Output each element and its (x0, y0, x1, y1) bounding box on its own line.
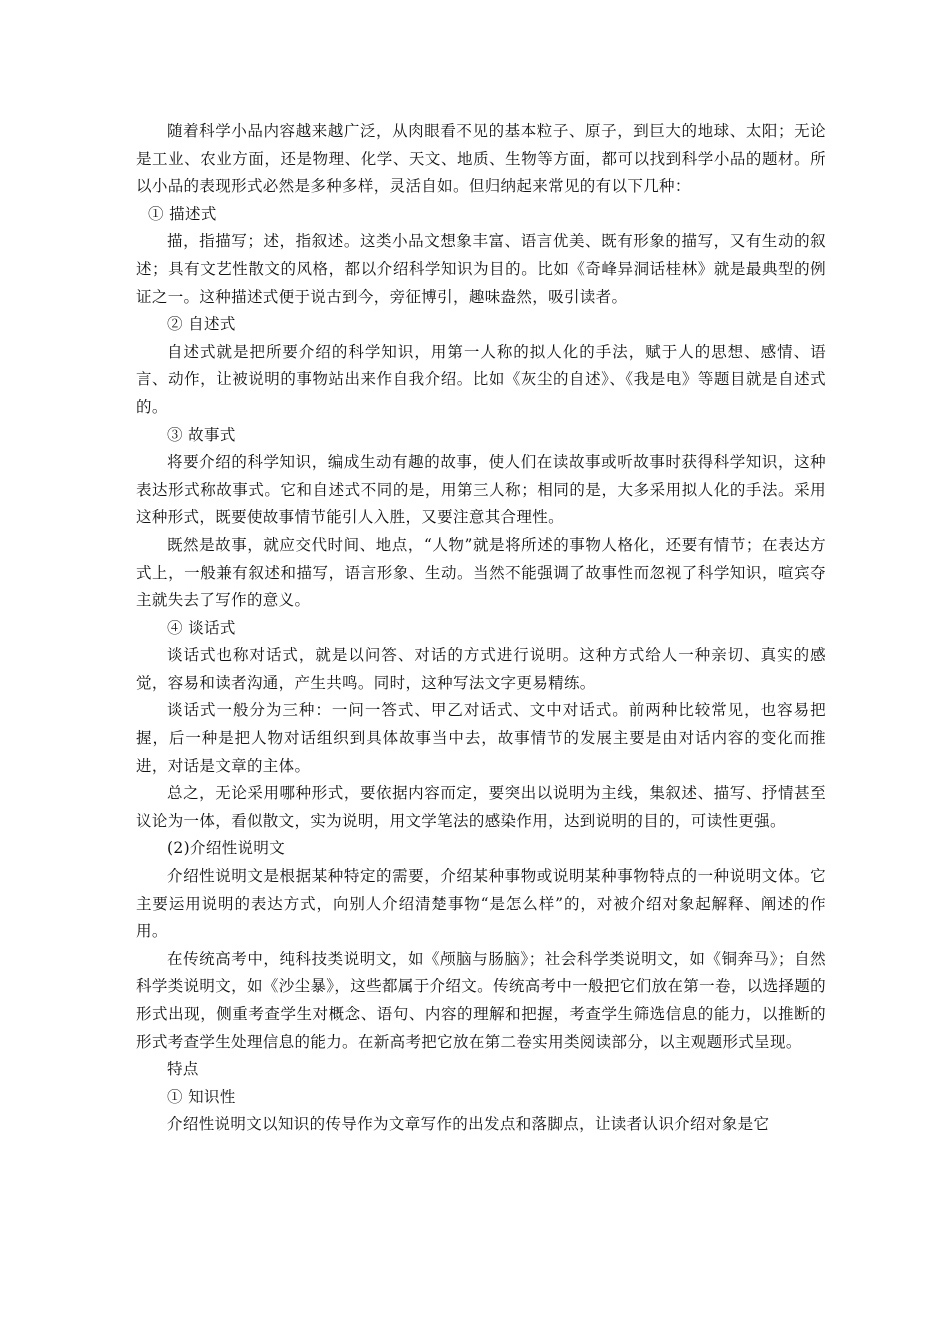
heading-expository-text: (2)介绍性说明文 (167, 839, 286, 858)
heading-story-style: ③ 故事式 (167, 425, 236, 444)
intro-paragraph: 随着科学小品内容越来越广泛，从肉眼看不见的基本粒子、原子，到巨大的地球、太阳；无论是工业、农业方面，还是物理、化学、天文、地质、生物等方面，都可以找到科学小品的题材。所以小品的表现形式必然是多种多样，灵活自如。但归纳起来常见的有以下几种： (136, 122, 826, 196)
heading-descriptive-style: ① 描述式 (148, 204, 217, 223)
story-style-paragraph-1: 将要介绍的科学知识，编成生动有趣的故事，使人们在读故事或听故事时获得科学知识，这种表达形式称故事式。它和自述式不同的是，用第三人称；相同的是，大多采用拟人化的手法。采用这种形式，既要使故事情节能引人入胜，又要注意其合理性。 (136, 453, 826, 527)
heading-knowledge: ① 知识性 (167, 1087, 236, 1106)
heading-dialogue-style: ④ 谈话式 (167, 618, 236, 637)
story-style-paragraph-2: 既然是故事，就应交代时间、地点，“人物”就是将所述的事物人格化，还要有情节；在表达方式上，一般兼有叙述和描写，语言形象、生动。当然不能强调了故事性而忽视了科学知识，喧宾夺主就失去了写作的意义。 (136, 535, 826, 610)
descriptive-style-paragraph: 描，指描写；述，指叙述。这类小品文想象丰富、语言优美、既有形象的描写，又有生动的叙述；具有文艺性散文的风格，都以介绍科学知识为目的。比如《奇峰异洞话桂林》就是最典型的例证之一。这种描述式便于说古到今，旁征博引，趣味盎然，吸引读者。 (136, 232, 826, 306)
knowledge-paragraph: 介绍性说明文以知识的传导作为文章写作的出发点和落脚点，让读者认识介绍对象是它 (167, 1115, 770, 1134)
heading-features: 特点 (167, 1060, 199, 1079)
dialogue-style-paragraph-1: 谈话式也称对话式，就是以问答、对话的方式进行说明。这种方式给人一种亲切、真实的感觉，容易和读者沟通，产生共鸣。同时，这种写法文字更易精练。 (136, 646, 826, 692)
exam-context-paragraph: 在传统高考中，纯科技类说明文，如《颅脑与肠脑》；社会科学类说明文，如《铜奔马》；自然科学类说明文，如《沙尘暴》，这些都属于介绍文。传统高考中一般把它们放在第一卷，以选择题的形式出现，侧重考查学生对概念、语句、内容的理解和把握，考查学生筛选信息的能力，以推断的形式考查学生处理信息的能力。在新高考把它放在第二卷实用类阅读部分，以主观题形式呈现。 (136, 949, 826, 1051)
expository-definition-paragraph: 介绍性说明文是根据某种特定的需要，介绍某种事物或说明某种事物特点的一种说明文体。它主要运用说明的表达方式，向别人介绍清楚事物“是怎么样”的，对被介绍对象起解释、阐述的作用。 (136, 867, 826, 941)
self-narration-paragraph: 自述式就是把所要介绍的科学知识，用第一人称的拟人化的手法，赋于人的思想、感情、语言、动作，让被说明的事物站出来作自我介绍。比如《灰尘的自述》、《我是电》等题目就是自述式的。 (136, 342, 826, 416)
document-page (136, 118, 826, 1139)
heading-self-narration-style: ② 自述式 (167, 315, 236, 334)
dialogue-style-paragraph-2: 谈话式一般分为三种：一问一答式、甲乙对话式、文中对话式。前两种比较常见，也容易把握，后一种是把人物对话组织到具体故事当中去，故事情节的发展主要是由对话内容的变化而推进，对话是文章的主体。 (136, 701, 826, 775)
summary-paragraph: 总之，无论采用哪种形式，要依据内容而定，要突出以说明为主线，集叙述、描写、抒情甚至议论为一体，看似散文，实为说明，用文学笔法的感染作用，达到说明的目的，可读性更强。 (136, 784, 826, 830)
